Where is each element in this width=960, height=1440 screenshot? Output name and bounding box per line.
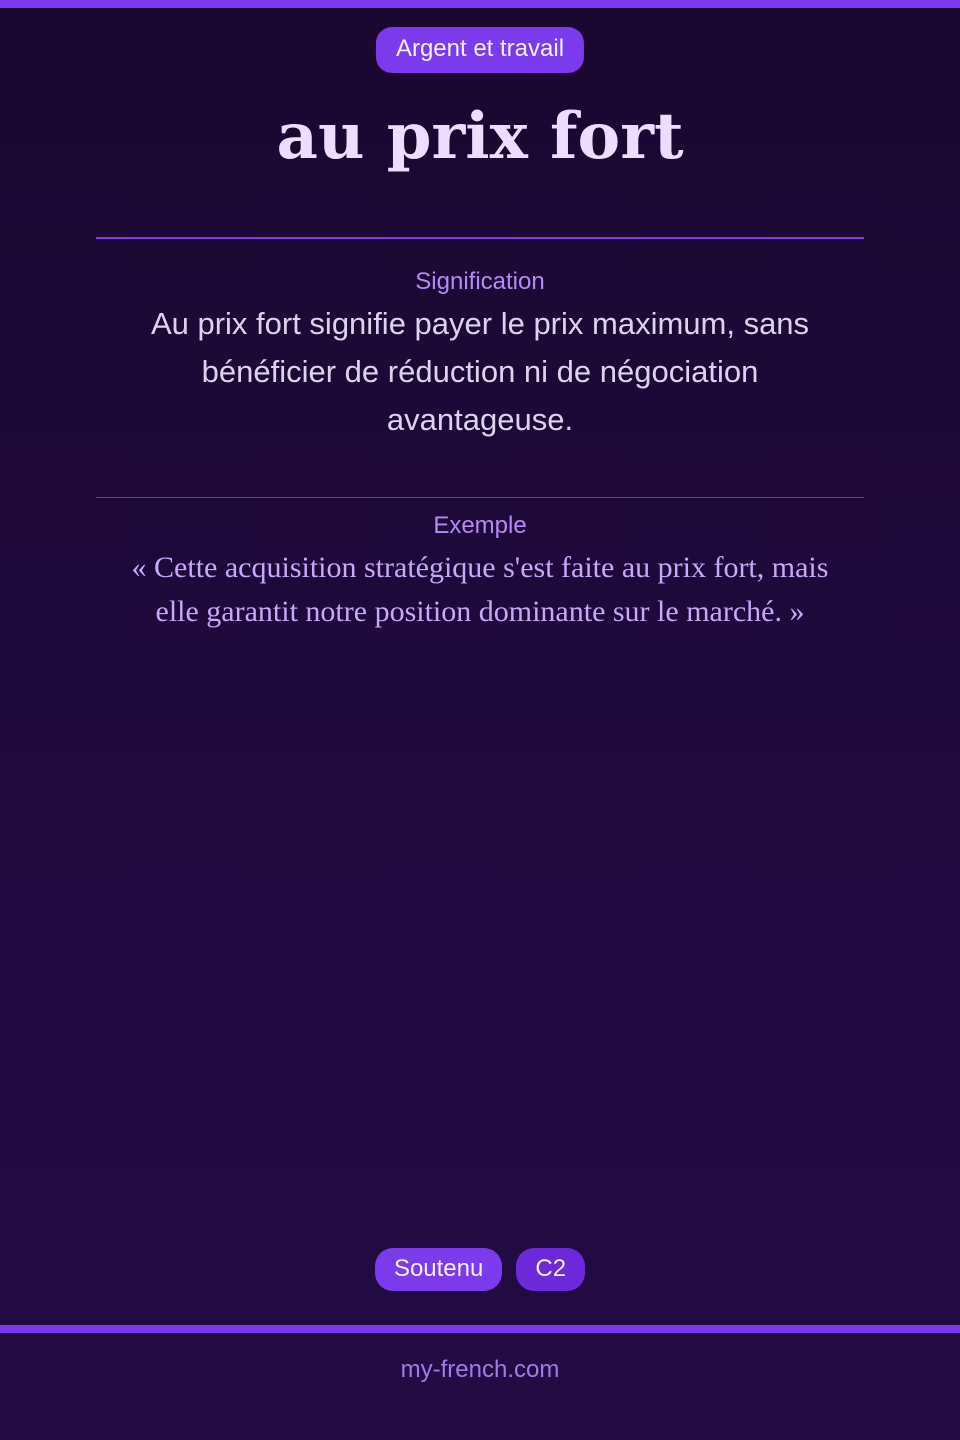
category-badge: Argent et travail bbox=[376, 27, 584, 73]
tag-list bbox=[0, 1248, 960, 1291]
level-tag: C2 bbox=[516, 1248, 585, 1291]
divider-meaning bbox=[96, 237, 864, 239]
divider-example bbox=[96, 497, 864, 498]
expression-title: au prix fort bbox=[276, 99, 684, 174]
footer bbox=[0, 1333, 960, 1440]
register-tag: Soutenu bbox=[375, 1248, 502, 1291]
example-text: « Cette acquisition stratégique s'est faite au prix fort, mais elle garantit notre position dominante sur le marché. » bbox=[131, 551, 829, 628]
top-accent-bar bbox=[0, 0, 960, 8]
footer-site-link[interactable]: my-french.com bbox=[400, 1356, 560, 1383]
meaning-text: Au prix fort signifie payer le prix maximum, sans bénéficier de réduction ni de négociation avantageuse. bbox=[150, 306, 810, 437]
example-label: Exemple bbox=[433, 512, 527, 539]
meaning-label: Signification bbox=[415, 268, 545, 295]
bottom-accent-bar bbox=[0, 1325, 960, 1333]
